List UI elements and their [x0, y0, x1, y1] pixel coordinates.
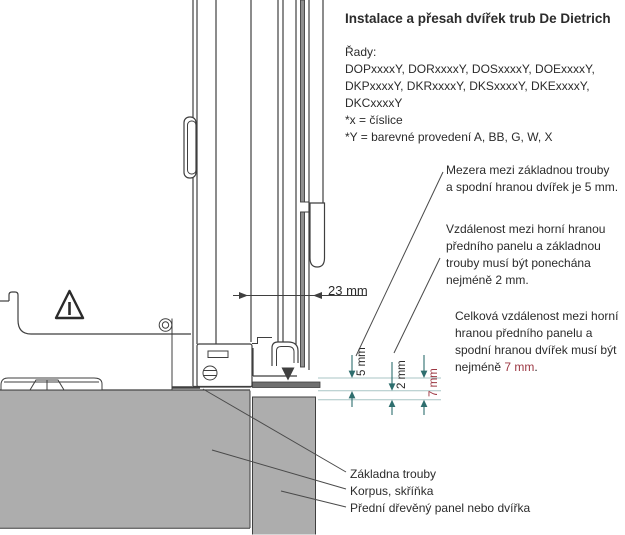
part-label-cabinet: Korpus, skříňka: [350, 484, 434, 498]
cabinet-block: [0, 390, 250, 528]
oven-door-section: [193, 0, 325, 386]
series-models-line: DKCxxxxY: [345, 96, 403, 110]
series-models-line: DKPxxxxY, DKRxxxxY, DKSxxxxY, DKExxxxY,: [345, 79, 590, 93]
series-note-x: *x = číslice: [345, 113, 403, 127]
annotation-line: [455, 359, 618, 376]
dimension-label-2mm: 2 mm: [396, 360, 408, 389]
oven-cavity-floor: [0, 292, 200, 390]
dimension-2mm: [389, 362, 396, 415]
series-models-line: DOPxxxxY, DORxxxxY, DOSxxxxY, DOExxxxY,: [345, 62, 595, 76]
annotation-line: Mezera mezi základnou trouby: [446, 163, 610, 177]
annotation-line: předního panelu a základnou: [446, 239, 601, 253]
series-block: [345, 44, 595, 146]
annotation-line: Vzdálenost mezi horní hranou: [446, 222, 606, 236]
dimension-label-5mm: 5 mm: [356, 347, 368, 376]
warning-triangle-icon: [56, 291, 83, 318]
dimension-label-23mm: 23 mm: [328, 283, 368, 298]
page-title: Instalace a přesah dvířek trub De Dietrich: [345, 11, 611, 26]
dimension-label-7mm: 7 mm: [428, 368, 440, 397]
annotation-line: nejméně 2 mm.: [446, 273, 529, 287]
annotation-gap-5mm: [446, 162, 618, 196]
highlighted-value: 7 mm: [504, 360, 535, 374]
series-note-y: *Y = barevné provedení A, BB, G, W, X: [345, 130, 553, 144]
annotation-text: .: [534, 360, 538, 374]
annotation-line: a spodní hranou dvířek je 5 mm.: [446, 180, 619, 194]
door-handle: [184, 117, 196, 178]
annotation-line: Celková vzdálenost mezi horní: [455, 309, 619, 323]
front-panel-block: [253, 397, 316, 535]
series-label: Řady:: [345, 45, 377, 59]
screw-icon: [159, 319, 172, 332]
annotation-line: trouby musí být ponechána: [446, 256, 591, 270]
part-label-base: Základna trouby: [350, 467, 437, 481]
annotation-text: nejméně: [455, 360, 505, 374]
part-label-panel: Přední dřevěný panel nebo dvířka: [350, 501, 531, 515]
annotation-line: spodní hranou dvířek musí být: [455, 343, 617, 357]
oven-foot: [1, 378, 102, 390]
extension-lines: [318, 378, 441, 400]
annotation-gap-2mm: [446, 221, 605, 289]
dimension-7mm: [421, 355, 428, 415]
annotation-gap-7mm: [455, 308, 618, 376]
annotation-line: hranou předního panelu a: [455, 326, 593, 340]
